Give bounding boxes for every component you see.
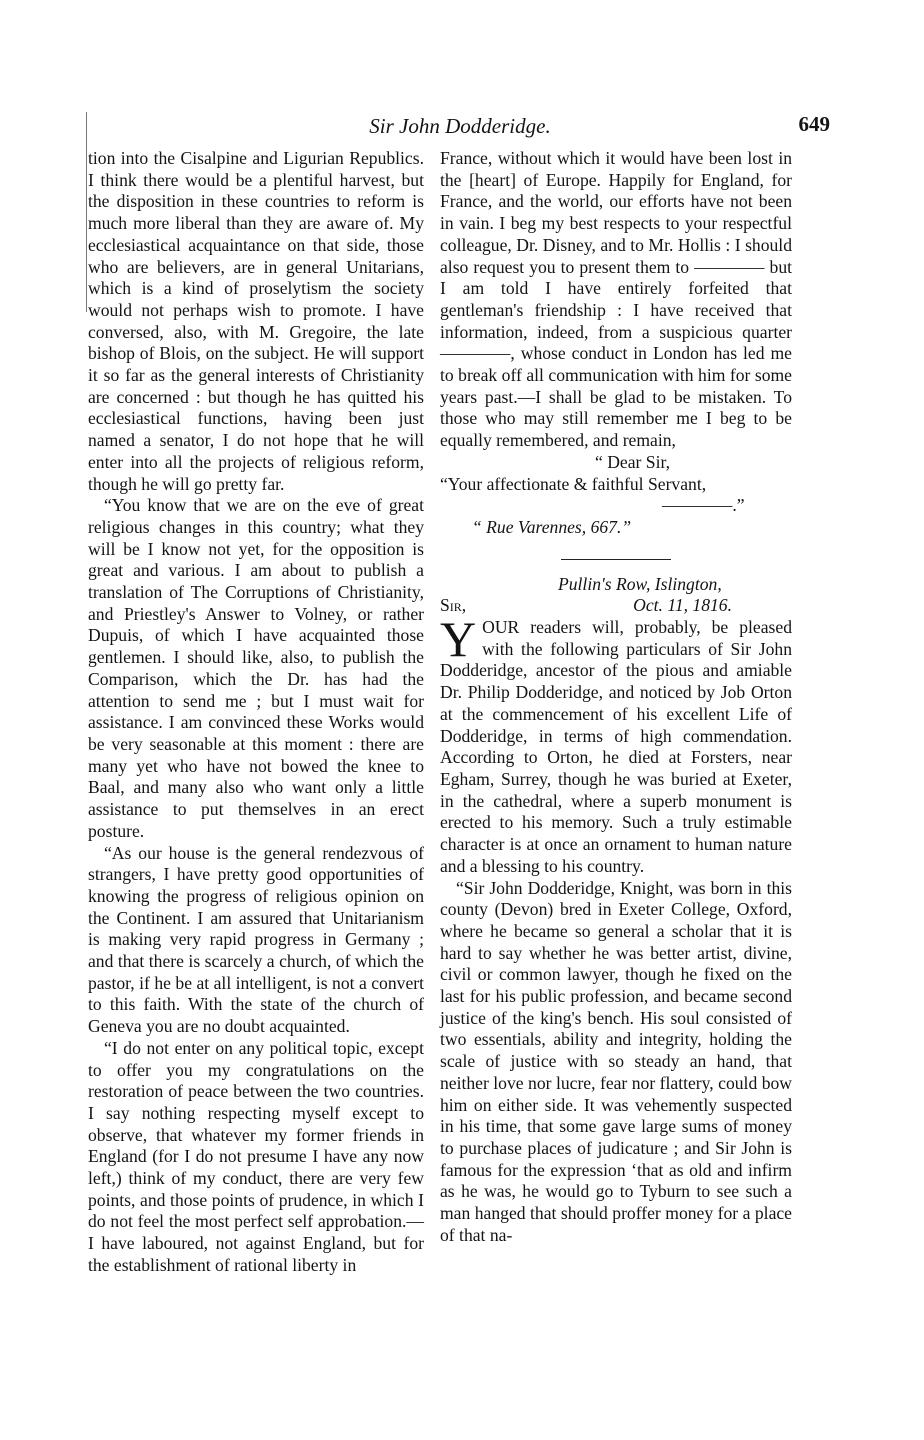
left-column bbox=[88, 148, 424, 1277]
running-head bbox=[90, 112, 830, 142]
letter-address: “ Rue Varennes, 667.” bbox=[472, 516, 632, 537]
letter-paragraph-1-text: readers will, probably, be pleased with the following particulars of Sir John Dodderidge, ancestor of the pious and amiable Dr. Philip Dodderidge, and noticed by Job Orton at the commencement of his excellent Life of Dodderidge, in terms of high commendation. According to Orton, he died at Forsters, near Egham, Surrey, though he was buried at Exeter, in the cathedral, where a superb monument is erected to his memory. Such a truly estimable character is at once an ornament to human nature and a blessing to his country. bbox=[440, 617, 793, 876]
letter-paragraph-2: “Sir John Dodderidge, Knight, was born in this county (Devon) bred in Exeter College, Oxford, where he became so general a scholar that it is hard to say whether he was better artist, divine, civil or common lawyer, though he fixed on the last for his public profession, and became second justice of the king's bench. His soul consisted of two essentials, ability and integrity, holding the scale of justice with so steady an hand, that neither love nor lucre, fear nor flattery, could bow him on either side. It was vehemently suspected in his time, that some gave large sums of money to purchase places of judicature ; and Sir John is famous for the expression ‘that as old and infirm as he was, he would go to Tyburn to see such a man hanged that should proffer money for a place of that na- bbox=[440, 877, 792, 1245]
salutation-row bbox=[440, 595, 792, 617]
right-column bbox=[440, 148, 792, 1246]
letter-close-servant: “Your affectionate & faithful Servant, bbox=[440, 473, 707, 494]
drop-cap: Y bbox=[440, 611, 477, 668]
dateline-place: Pullin's Row, Islington, bbox=[558, 573, 722, 594]
left-paragraph-3: “As our house is the general rendezvous of strangers, I have pretty good opportunities of knowing the progress of religious opinion on the Continent. I am assured that Unitarianism is making very rapid progress in Germany ; and that there is scarcely a church, of which the pastor, if he be at all intelligent, is not a convert to this faith. With the state of the church of Geneva you are no doubt acquainted. bbox=[88, 842, 424, 1037]
letter-continuation: France, without which it would have been lost in the [heart] of Europe. Happily for England, for France, and the world, our efforts have not been in vain. I beg my best respects to your respectful colleague, Dr. Disney, and to Mr. Hollis : I should also request you to present them to ———— but I am told I have entirely forfeited that gentleman's friendship : I have received that information, indeed, from a suspicious quarter ————, whose conduct in London has led me to break off all communication with him for some years past.—I shall be glad to be mistaken. To those who may still remember me I beg to be equally remembered, and remain, bbox=[440, 148, 792, 451]
margin-rule bbox=[86, 112, 87, 312]
page-number: 649 bbox=[798, 112, 830, 136]
letter-close-dear-sir: “ Dear Sir, bbox=[595, 451, 671, 472]
first-word-rest: OUR bbox=[482, 617, 520, 638]
letter-paragraph-1 bbox=[440, 611, 793, 877]
left-paragraph-4: “I do not enter on any political topic, except to offer you my congratulations on the restoration of peace between the two countries. I say nothing respecting myself except to observe, that whatever my former friends in England (for I do not presume I have any now left,) think of my conduct, there are very few points, and those points of prudence, in which I do not feel the most perfect self approbation.—I have laboured, not against England, but for the establishment of rational liberty in bbox=[88, 1037, 424, 1275]
left-paragraph-2: “You know that we are on the eve of great religious changes in this country; what they will be I know not yet, for the opposition is great and various. I am about to publish a translation of The Corruptions of Christianity, and Priestley's Answer to Volney, or rather Dupuis, of which I have acquainted those gentlemen. I should like, also, to publish the Comparison, which the Dr. has had the attention to send me ; but I must wait for assistance. I am convinced these Works would be very seasonable at this moment : there are many yet who have not bowed the knee to Baal, and many also who want only a little assistance to put themselves in an erect posture. bbox=[88, 495, 424, 841]
left-paragraph-1: tion into the Cisalpine and Ligurian Republics. I think there would be a plentiful harvest, but the disposition in these countries to reform is much more liberal than they are aware of. My ecclesiastical acquaintance on that side, those who are believers, are in general Unitarians, which is a kind of proselytism the society would not perhaps wish to promote. I have conversed, also, with M. Gregoire, the late bishop of Blois, on the subject. He will support it so far as the general interests of Christianity are concerned : but though he has quitted his ecclesiastical functions, having been just named a senator, I do not hope that he will enter into all the projects of religious reform, though he will go pretty far. bbox=[88, 148, 424, 494]
section-divider bbox=[561, 559, 671, 560]
salutation: Sir, bbox=[440, 595, 467, 616]
running-title: Sir John Dodderidge. bbox=[369, 114, 551, 138]
letter-close-signature-dash: ————.” bbox=[662, 495, 745, 516]
letter-date: Oct. 11, 1816. bbox=[633, 595, 732, 616]
